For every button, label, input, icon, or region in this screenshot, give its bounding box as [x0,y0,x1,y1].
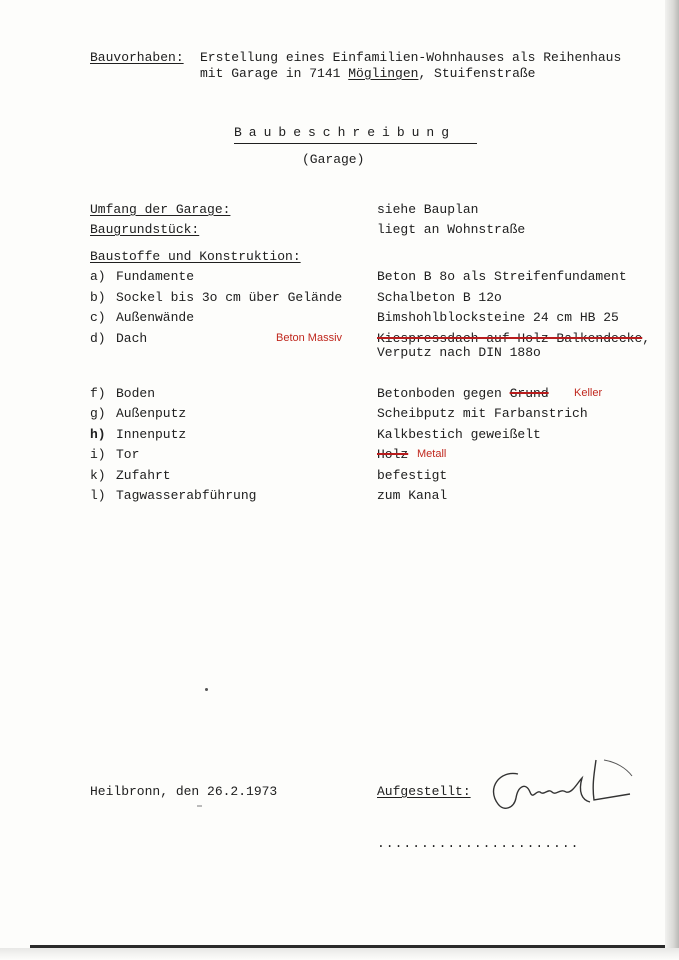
item-value-zufahrt: befestigt [377,468,448,483]
item-key: k) [90,468,106,483]
item-value-sockel: Schalbeton B 12o [377,290,502,305]
summary-label-grundstueck: Baugrundstück: [90,222,200,237]
item-label-fundamente: Fundamente [116,269,195,284]
handwritten-annotation-boden: Keller [574,387,603,399]
struck-text-boden: Grund [509,386,549,401]
page-edge-shadow [665,0,679,960]
summary-value-grundstueck: liegt an Wohnstraße [377,222,526,237]
item-label-dach: Dach [116,331,148,346]
item-key: b) [90,290,106,305]
item-key: f) [90,386,106,401]
place-date: Heilbronn, den 26.2.1973 [90,784,278,799]
item-value-dach-2: Verputz nach DIN 188o [377,345,541,360]
header-label: Bauvorhaben: [90,50,184,65]
header-line-1: Erstellung eines Einfamilien-Wohnhauses als Reihenhaus [200,50,622,65]
item-label-tagwasser: Tagwasserabführung [116,488,257,503]
item-label-aussenputz: Außenputz [116,406,187,421]
signature [478,752,638,824]
signed-label: Aufgestellt: [377,784,471,799]
item-value-innenputz: Kalkbestich geweißelt [377,427,541,442]
header-place: Möglingen [348,66,419,81]
struck-text-tor: Holz [377,447,409,462]
item-label-zufahrt: Zufahrt [116,468,171,483]
summary-label-umfang: Umfang der Garage: [90,202,231,217]
signature-dotted-line: ....................... [377,836,580,851]
title-underline [234,143,477,144]
page-bottom-shadow [0,948,679,960]
item-value-tor [377,447,408,462]
handwritten-annotation-tor: Metall [417,448,447,460]
item-value-tagwasser: zum Kanal [377,488,448,503]
item-label-aussenwaende: Außenwände [116,310,195,325]
item-key: d) [90,331,106,346]
header-line-2: mit Garage in 7141 Möglingen, Stuifenstraße [200,66,536,81]
item-key: c) [90,310,106,325]
item-value-fundamente: Beton B 8o als Streifenfundament [377,269,627,284]
item-key: a) [90,269,106,284]
item-value-boden: Betonboden gegen Grund [377,386,549,401]
handwritten-annotation-dach: Beton Massiv [276,332,343,344]
item-value-aussenwaende: Bimshohlblocksteine 24 cm HB 25 [377,310,619,325]
item-value-dach: Kiespressdach auf Holz-Balkendecke, [377,331,651,346]
page-bottom-line [30,945,665,948]
struck-text-dach: Kiespressdach auf Holz-Balkendecke [377,331,643,346]
item-key: h) [90,427,106,442]
item-label-sockel: Sockel bis 3o cm über Gelände [116,290,343,305]
item-label-tor: Tor [116,447,140,462]
item-key: g) [90,406,106,421]
item-label-boden: Boden [116,386,156,401]
page-title: Baubeschreibung [234,125,457,140]
item-value-aussenputz: Scheibputz mit Farbanstrich [377,406,588,421]
paper-speck [205,688,208,691]
materials-heading: Baustoffe und Konstruktion: [90,249,301,264]
item-key: i) [90,447,106,462]
page-subtitle: (Garage) [302,152,365,167]
item-label-innenputz: Innenputz [116,427,187,442]
item-key: l) [90,488,106,503]
paper-speck [197,805,202,807]
summary-value-umfang: siehe Bauplan [377,202,479,217]
